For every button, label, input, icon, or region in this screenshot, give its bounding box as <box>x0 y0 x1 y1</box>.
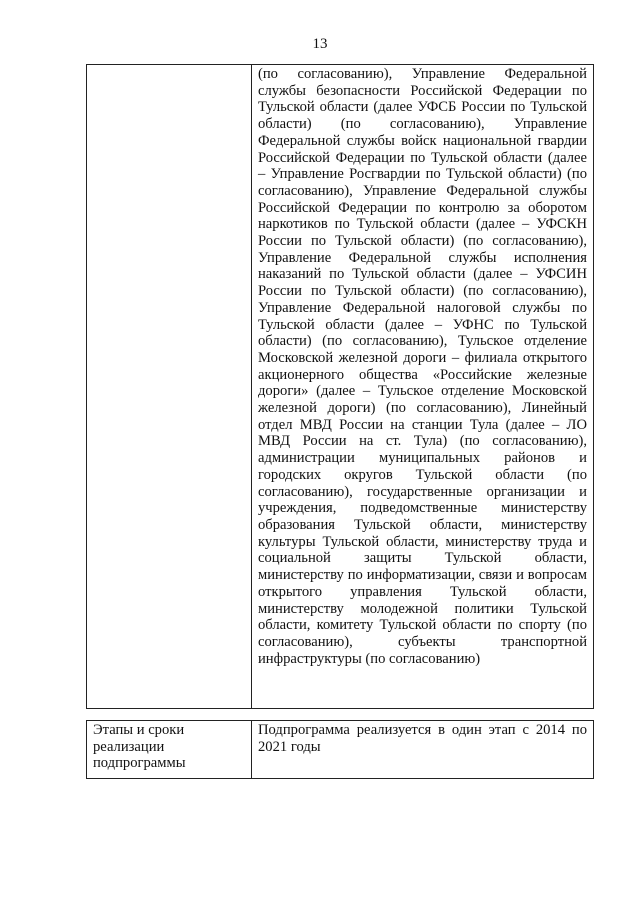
participants-table <box>86 64 594 709</box>
stages-table <box>86 720 594 779</box>
participants-text-cell: (по согласованию), Управление Федеральной службы безопасности Российской Федерации по Тульской области (далее УФСБ России по Тульской области) (по согласованию), Управление Федеральной службы войск национальной гвардии Российской Федерации по Тульской области (далее – Управление Росгвардии по Тульской области) (по согласованию), Управление Федеральной службы Российской Федерации по контролю за оборотом наркотиков по Тульской области (далее – УФСКН России по Тульской области) (по согласованию), Управление Федеральной службы исполнения наказаний по Тульской области (далее – УФСИН России по Тульской области) (по согласованию), Управление Федеральной налоговой службы по Тульской области (далее – УФНС по Тульской области) (по согласованию), Тульское отделение Московской железной дороги – филиала открытого акционерного общества «Российские железные дороги» (далее – Тульское отделение Московской железной дороги) (по согласованию), Линейный отдел МВД России на станции Тула (далее – ЛО МВД России на ст. Тула) (по согласованию), администрации муниципальных районов и городских округов Тульской области (по согласованию), государственные организации и учреждения, подведомственные министерству образования Тульской области, министерству культуры Тульской области, министерству труда и социальной защиты Тульской области, министерству по информатизации, связи и вопросам открытого управления Тульской области, министерству молодежной политики Тульской области, комитету Тульской области по спорту (по согласованию), субъекты транспортной инфраструктуры (по согласованию) <box>252 65 594 709</box>
participants-label-cell <box>87 65 252 709</box>
stages-value-cell: Подпрограмма реализуется в один этап с 2014 по 2021 годы <box>252 721 594 779</box>
table-row <box>87 721 594 779</box>
stages-label-cell: Этапы и сроки реализации подпрограммы <box>87 721 252 779</box>
page-number: 13 <box>312 36 328 52</box>
table-row <box>87 65 594 709</box>
